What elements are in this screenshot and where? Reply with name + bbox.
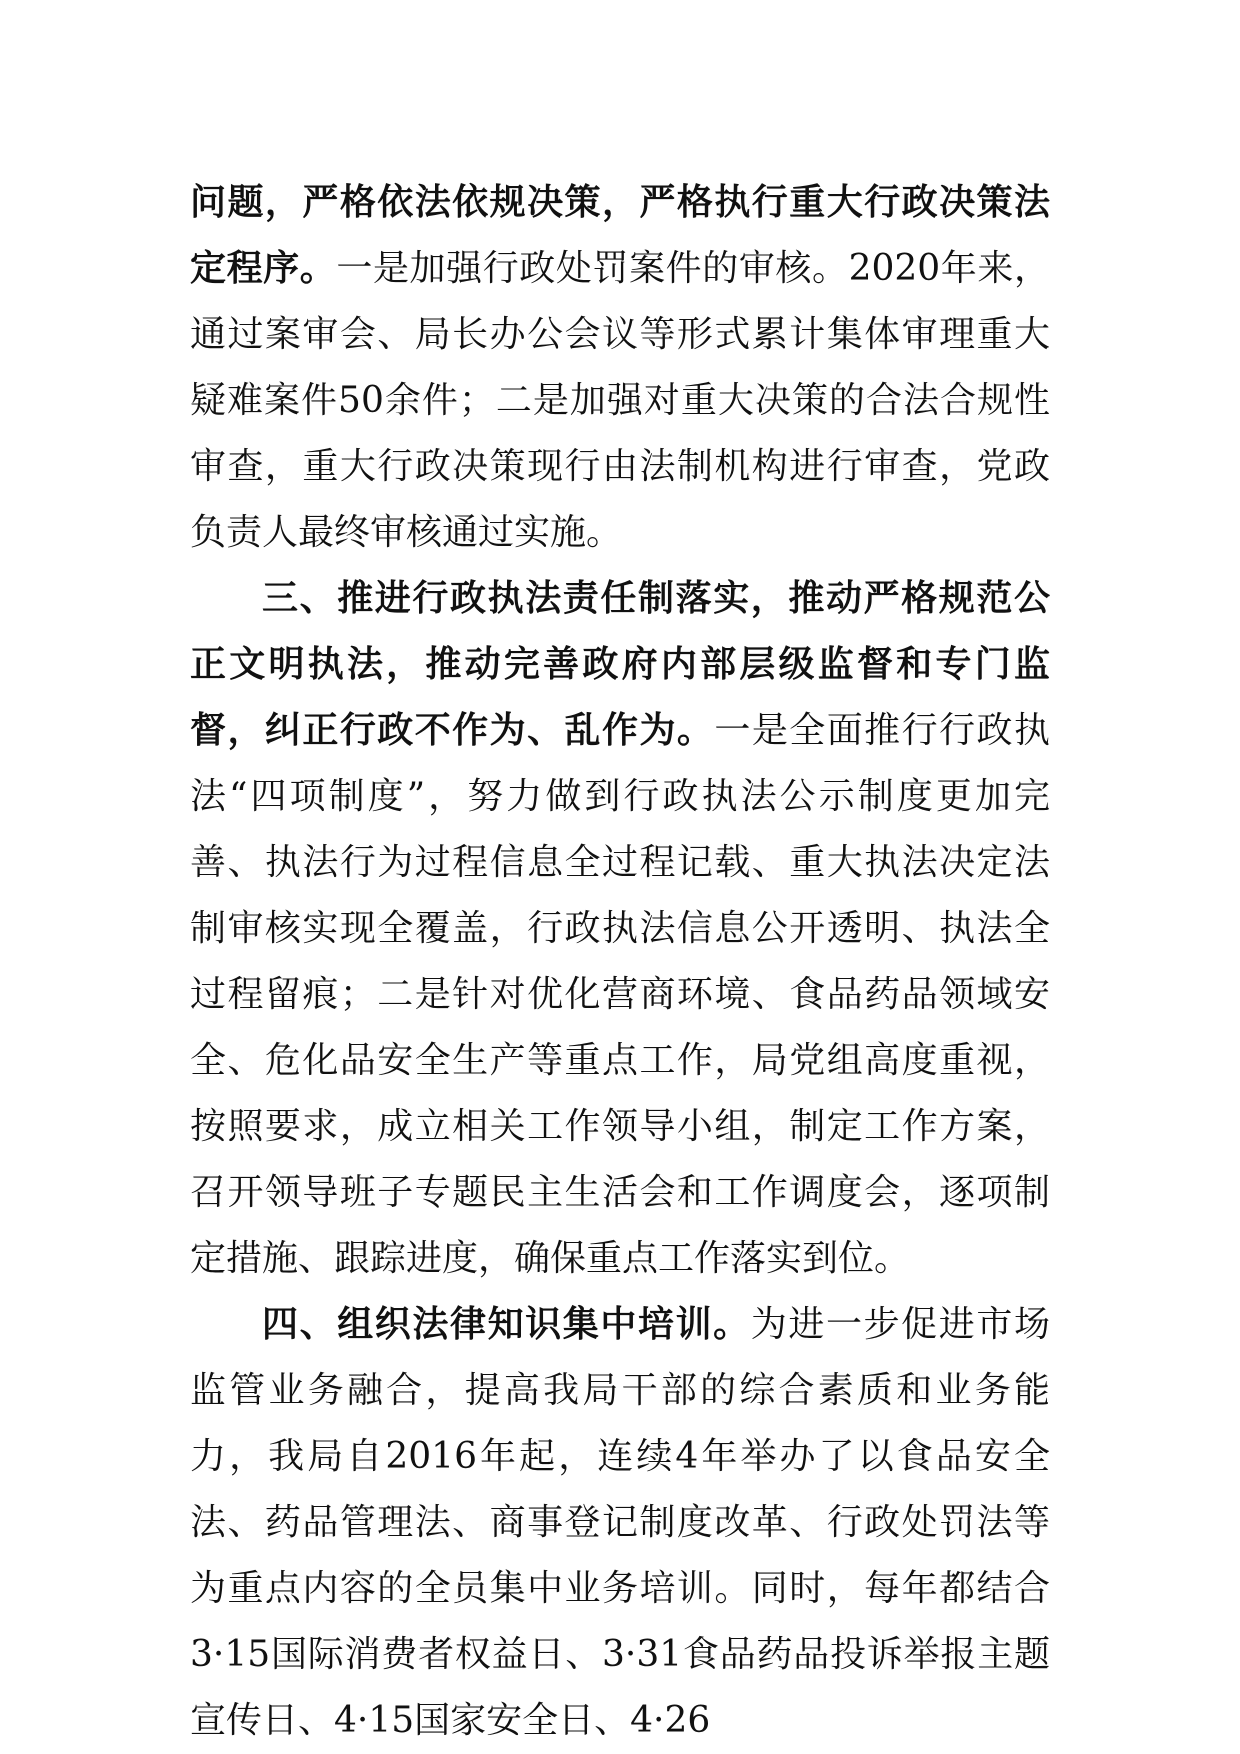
paragraph-continuation <box>190 170 1050 566</box>
paragraph-text: 为进一步促进市场监管业务融合，提高我局干部的综合素质和业务能力，我局自2016年起，连续4年举办了以食品安全法、药品管理法、商事登记制度改革、行政处罚法等为重点内容的全员集中业务培训。同时，每年都结合3·15国际消费者权益日、3·31食品药品投诉举报主题宣传日、4·15国家安全日、4·26 <box>190 1304 1050 1741</box>
paragraph-section-three <box>190 566 1050 1292</box>
section-heading-three: 三、推进行政执法责任制落实，推动严格规范公正文明执法，推动完善政府内部层级监督和专门监督，纠正行政不作为、乱作为。 <box>190 578 1050 751</box>
document-body <box>190 170 1050 1754</box>
paragraph-text: 一是加强行政处罚案件的审核。2020年来，通过案审会、局长办公会议等形式累计集体审理重大疑难案件50余件；二是加强对重大决策的合法合规性审查，重大行政决策现行由法制机构进行审查，党政负责人最终审核通过实施。 <box>190 248 1050 553</box>
paragraph-text: 一是全面推行行政执法“四项制度”，努力做到行政执法公示制度更加完善、执法行为过程信息全过程记载、重大执法决定法制审核实现全覆盖，行政执法信息公开透明、执法全过程留痕；二是针对优化营商环境、食品药品领域安全、危化品安全生产等重点工作，局党组高度重视，按照要求，成立相关工作领导小组，制定工作方案，召开领导班子专题民主生活会和工作调度会，逐项制定措施、跟踪进度，确保重点工作落实到位。 <box>190 710 1050 1279</box>
paragraph-bold-lead: 问题，严格依法依规决策，严格执行重大行政决策法定程序。 <box>190 182 1050 289</box>
section-heading-four: 四、组织法律知识集中培训。 <box>262 1304 751 1345</box>
paragraph-section-four <box>190 1292 1050 1754</box>
